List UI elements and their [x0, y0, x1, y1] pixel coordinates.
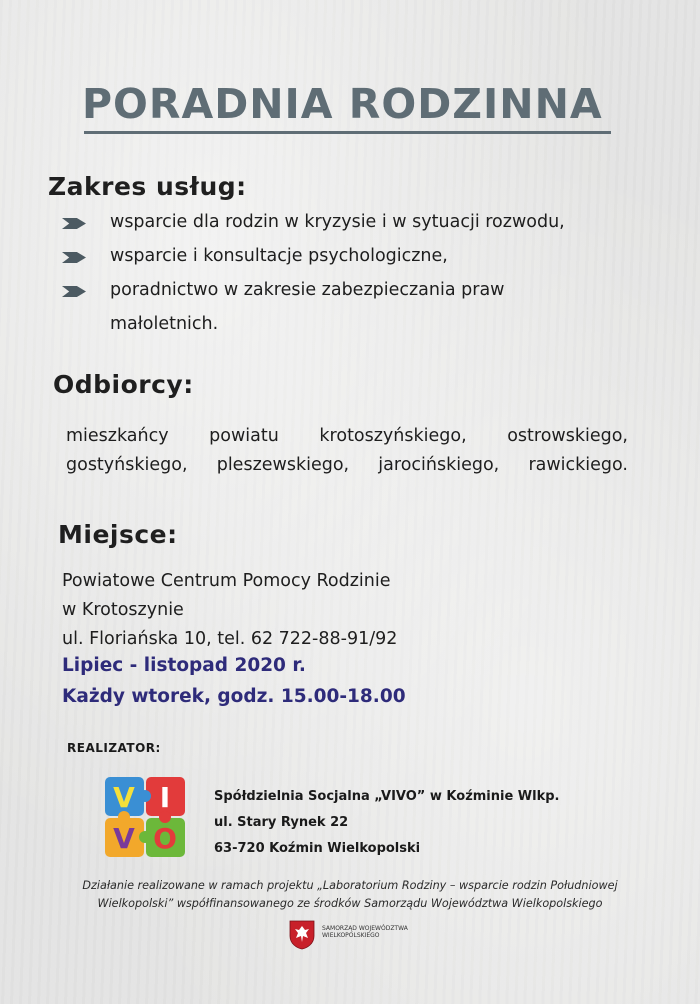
arrow-bullet-icon: [62, 218, 86, 229]
list-item: [62, 239, 662, 273]
place-line: w Krotoszynie: [62, 600, 184, 620]
footer-note: [40, 877, 660, 913]
service-text: wsparcie dla rodzin w kryzysie i w sytuacji rozwodu,: [110, 212, 565, 232]
place-line: Powiatowe Centrum Pomocy Rodzinie: [62, 571, 391, 591]
crest-line: WIELKOPOLSKIEGO: [322, 932, 380, 939]
place-address: [62, 567, 397, 654]
logo-piece: [139, 790, 151, 802]
recipients-text: mieszkańcy powiatu krotoszyńskiego, ostrowskiego, gostyńskiego, pleszewskiego, jarocińskiego, rawickiego.: [66, 426, 628, 475]
services-heading: Zakres usług:: [48, 172, 247, 201]
logo-letter: V: [113, 781, 135, 814]
service-text: wsparcie i konsultacje psychologiczne,: [110, 246, 448, 266]
place-heading: Miejsce:: [58, 520, 178, 549]
list-item: [62, 205, 662, 239]
coat-of-arms-icon: [289, 920, 315, 950]
page-title: PORADNIA RODZINNA: [82, 80, 603, 128]
crest-caption: [322, 925, 408, 939]
org-line: 63-720 Koźmin Wielkopolski: [214, 841, 421, 856]
realizator-label: REALIZATOR:: [67, 741, 161, 755]
arrow-bullet-icon: [62, 286, 86, 297]
org-line: Spółdzielnia Socjalna „VIVO” w Koźminie Wlkp.: [214, 789, 560, 804]
organization-info: [214, 784, 560, 862]
services-list: [62, 205, 662, 341]
org-line: ul. Stary Rynek 22: [214, 815, 349, 830]
footer-line: Działanie realizowane w ramach projektu „Laboratorium Rodziny – wsparcie rodzin Południowej: [82, 879, 618, 892]
footer-line: Wielkopolski” współfinansowanego ze środków Samorządu Województwa Wielkopolskiego: [97, 897, 603, 910]
place-line: ul. Floriańska 10, tel. 62 722-88-91/92: [62, 629, 398, 649]
recipients-heading: Odbiorcy:: [53, 370, 194, 399]
list-item: [62, 273, 662, 341]
title-underline: [84, 131, 611, 134]
crest-line: SAMORZĄD WOJEWÓDZTWA: [322, 925, 408, 932]
logo-letter: O: [153, 822, 177, 855]
arrow-bullet-icon: [62, 252, 86, 263]
logo-piece: [139, 831, 151, 843]
service-text: poradnictwo w zakresie zabezpieczania praw małoletnich.: [110, 280, 505, 334]
logo-letter: V: [113, 822, 135, 855]
date-range: Lipiec - listopad 2020 r.: [62, 655, 306, 676]
logo-letter: I: [159, 781, 171, 814]
hours: Każdy wtorek, godz. 15.00-18.00: [62, 686, 406, 707]
vivo-logo: [104, 776, 186, 858]
